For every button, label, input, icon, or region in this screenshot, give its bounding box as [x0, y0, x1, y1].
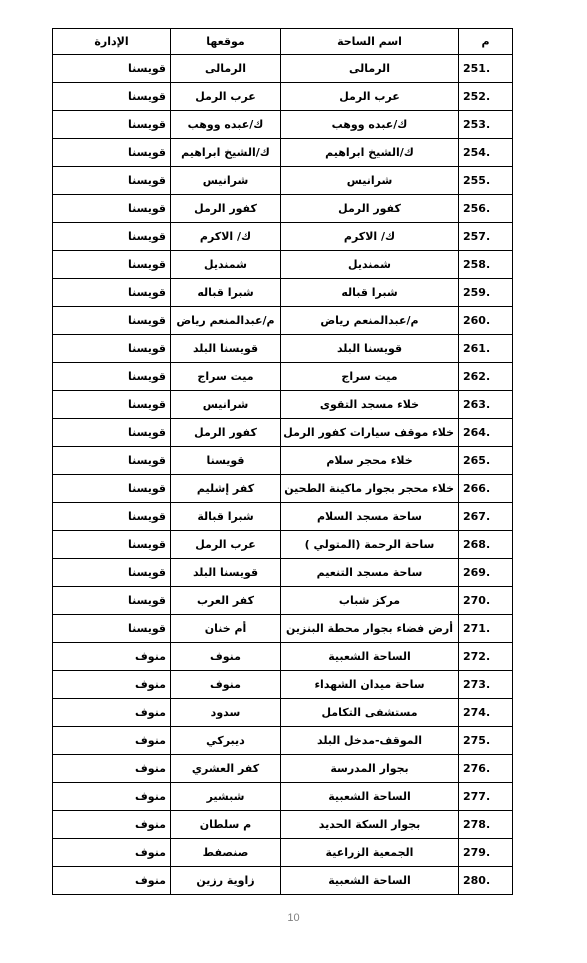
- page-number: 10: [287, 912, 300, 924]
- table-row: [53, 55, 513, 83]
- row-number: 271.: [459, 615, 513, 643]
- table-body: [53, 55, 513, 895]
- table-row: [53, 475, 513, 503]
- square-name-cell: أرض فضاء بجوار محطة البنزين: [281, 615, 459, 643]
- location-cell: كفور الرمل: [171, 195, 281, 223]
- location-cell: الرمالى: [171, 55, 281, 83]
- location-cell: قويسنا البلد: [171, 335, 281, 363]
- administration-cell: قويسنا: [53, 615, 171, 643]
- square-name-cell: شبرا قباله: [281, 279, 459, 307]
- square-name-cell: خلاء محجر سلام: [281, 447, 459, 475]
- square-name-cell: ساحة مسجد التنعيم: [281, 559, 459, 587]
- square-name-cell: ك/الشيخ ابراهيم: [281, 139, 459, 167]
- table-row: [53, 587, 513, 615]
- row-number: 274.: [459, 699, 513, 727]
- squares-table: [52, 28, 513, 895]
- location-cell: م/عبدالمنعم رياض: [171, 307, 281, 335]
- table-row: [53, 531, 513, 559]
- administration-cell: قويسنا: [53, 587, 171, 615]
- square-name-cell: م/عبدالمنعم رياض: [281, 307, 459, 335]
- administration-cell: قويسنا: [53, 139, 171, 167]
- row-number: 279.: [459, 839, 513, 867]
- row-number: 269.: [459, 559, 513, 587]
- administration-cell: قويسنا: [53, 307, 171, 335]
- location-cell: م سلطان: [171, 811, 281, 839]
- row-number: 258.: [459, 251, 513, 279]
- table-row: [53, 447, 513, 475]
- administration-cell: قويسنا: [53, 55, 171, 83]
- table-row: [53, 251, 513, 279]
- table-row: [53, 83, 513, 111]
- square-name-cell: كفور الرمل: [281, 195, 459, 223]
- table-row: [53, 867, 513, 895]
- row-number: 256.: [459, 195, 513, 223]
- row-number: 272.: [459, 643, 513, 671]
- administration-cell: منوف: [53, 671, 171, 699]
- location-cell: كفر العشري: [171, 755, 281, 783]
- table-row: [53, 335, 513, 363]
- square-name-cell: ساحة الرحمة (المتولي ): [281, 531, 459, 559]
- square-name-cell: مركز شباب: [281, 587, 459, 615]
- location-cell: شرانيس: [171, 391, 281, 419]
- administration-cell: قويسنا: [53, 195, 171, 223]
- square-name-cell: الساحة الشعبية: [281, 783, 459, 811]
- administration-cell: منوف: [53, 867, 171, 895]
- administration-cell: منوف: [53, 699, 171, 727]
- location-cell: شمنديل: [171, 251, 281, 279]
- row-number: 253.: [459, 111, 513, 139]
- row-number: 261.: [459, 335, 513, 363]
- square-name-cell: الرمالى: [281, 55, 459, 83]
- table-row: [53, 755, 513, 783]
- row-number: 267.: [459, 503, 513, 531]
- row-number: 276.: [459, 755, 513, 783]
- table-row: [53, 811, 513, 839]
- location-cell: كفر العرب: [171, 587, 281, 615]
- location-cell: صنصفط: [171, 839, 281, 867]
- header-location: موقعها: [171, 29, 281, 55]
- table-row: [53, 727, 513, 755]
- row-number: 252.: [459, 83, 513, 111]
- administration-cell: قويسنا: [53, 391, 171, 419]
- administration-cell: منوف: [53, 755, 171, 783]
- square-name-cell: ساحة مسجد السلام: [281, 503, 459, 531]
- administration-cell: قويسنا: [53, 419, 171, 447]
- square-name-cell: شرانيس: [281, 167, 459, 195]
- square-name-cell: قويسنا البلد: [281, 335, 459, 363]
- table-row: [53, 643, 513, 671]
- square-name-cell: شمنديل: [281, 251, 459, 279]
- square-name-cell: مستشفى التكامل: [281, 699, 459, 727]
- location-cell: ديبركي: [171, 727, 281, 755]
- location-cell: ك/ الاكرم: [171, 223, 281, 251]
- row-number: 254.: [459, 139, 513, 167]
- table-row: [53, 139, 513, 167]
- row-number: 275.: [459, 727, 513, 755]
- table-row: [53, 615, 513, 643]
- square-name-cell: ك/عبده ووهب: [281, 111, 459, 139]
- row-number: 260.: [459, 307, 513, 335]
- table-row: [53, 167, 513, 195]
- administration-cell: قويسنا: [53, 251, 171, 279]
- administration-cell: قويسنا: [53, 335, 171, 363]
- row-number: 265.: [459, 447, 513, 475]
- table-row: [53, 699, 513, 727]
- square-name-cell: ك/ الاكرم: [281, 223, 459, 251]
- location-cell: ك/الشيخ ابراهيم: [171, 139, 281, 167]
- administration-cell: قويسنا: [53, 531, 171, 559]
- row-number: 266.: [459, 475, 513, 503]
- header-square-name: اسم الساحة: [281, 29, 459, 55]
- location-cell: منوف: [171, 671, 281, 699]
- administration-cell: قويسنا: [53, 447, 171, 475]
- administration-cell: منوف: [53, 783, 171, 811]
- square-name-cell: ميت سراج: [281, 363, 459, 391]
- location-cell: منوف: [171, 643, 281, 671]
- table-row: [53, 223, 513, 251]
- row-number: 280.: [459, 867, 513, 895]
- administration-cell: قويسنا: [53, 111, 171, 139]
- row-number: 277.: [459, 783, 513, 811]
- table-row: [53, 363, 513, 391]
- administration-cell: قويسنا: [53, 363, 171, 391]
- table-row: [53, 307, 513, 335]
- administration-cell: قويسنا: [53, 475, 171, 503]
- location-cell: سدود: [171, 699, 281, 727]
- administration-cell: منوف: [53, 727, 171, 755]
- table-row: [53, 279, 513, 307]
- square-name-cell: خلاء مسجد التقوى: [281, 391, 459, 419]
- location-cell: زاوية رزين: [171, 867, 281, 895]
- table-row: [53, 391, 513, 419]
- table-row: [53, 111, 513, 139]
- location-cell: ميت سراج: [171, 363, 281, 391]
- location-cell: شبرا قباله: [171, 279, 281, 307]
- location-cell: قويسنا البلد: [171, 559, 281, 587]
- administration-cell: قويسنا: [53, 83, 171, 111]
- location-cell: أم خنان: [171, 615, 281, 643]
- table-row: [53, 503, 513, 531]
- table-row: [53, 839, 513, 867]
- administration-cell: قويسنا: [53, 503, 171, 531]
- table-row: [53, 559, 513, 587]
- row-number: 263.: [459, 391, 513, 419]
- row-number: 251.: [459, 55, 513, 83]
- location-cell: عرب الرمل: [171, 531, 281, 559]
- location-cell: قويسنا: [171, 447, 281, 475]
- row-number: 270.: [459, 587, 513, 615]
- location-cell: ك/عبده ووهب: [171, 111, 281, 139]
- square-name-cell: بجوار المدرسة: [281, 755, 459, 783]
- square-name-cell: الموقف-مدخل البلد: [281, 727, 459, 755]
- table-row: [53, 783, 513, 811]
- row-number: 278.: [459, 811, 513, 839]
- row-number: 264.: [459, 419, 513, 447]
- row-number: 259.: [459, 279, 513, 307]
- square-name-cell: الجمعية الزراعية: [281, 839, 459, 867]
- table-header-row: [53, 29, 513, 55]
- location-cell: كفور الرمل: [171, 419, 281, 447]
- square-name-cell: خلاء موقف سيارات كفور الرمل: [281, 419, 459, 447]
- administration-cell: منوف: [53, 811, 171, 839]
- row-number: 268.: [459, 531, 513, 559]
- table-row: [53, 419, 513, 447]
- square-name-cell: الساحة الشعبية: [281, 867, 459, 895]
- square-name-cell: خلاء محجر بجوار ماكينة الطحين: [281, 475, 459, 503]
- row-number: 255.: [459, 167, 513, 195]
- square-name-cell: الساحة الشعبية: [281, 643, 459, 671]
- location-cell: شبشير: [171, 783, 281, 811]
- administration-cell: منوف: [53, 839, 171, 867]
- administration-cell: قويسنا: [53, 279, 171, 307]
- location-cell: كفر إشليم: [171, 475, 281, 503]
- row-number: 273.: [459, 671, 513, 699]
- square-name-cell: عرب الرمل: [281, 83, 459, 111]
- administration-cell: قويسنا: [53, 559, 171, 587]
- table-row: [53, 195, 513, 223]
- administration-cell: قويسنا: [53, 167, 171, 195]
- location-cell: عرب الرمل: [171, 83, 281, 111]
- square-name-cell: بجوار السكة الحديد: [281, 811, 459, 839]
- location-cell: شبرا قبالة: [171, 503, 281, 531]
- administration-cell: منوف: [53, 643, 171, 671]
- administration-cell: قويسنا: [53, 223, 171, 251]
- row-number: 257.: [459, 223, 513, 251]
- header-administration: الإدارة: [53, 29, 171, 55]
- table-row: [53, 671, 513, 699]
- square-name-cell: ساحة ميدان الشهداء: [281, 671, 459, 699]
- header-number: م: [459, 29, 513, 55]
- location-cell: شرانيس: [171, 167, 281, 195]
- row-number: 262.: [459, 363, 513, 391]
